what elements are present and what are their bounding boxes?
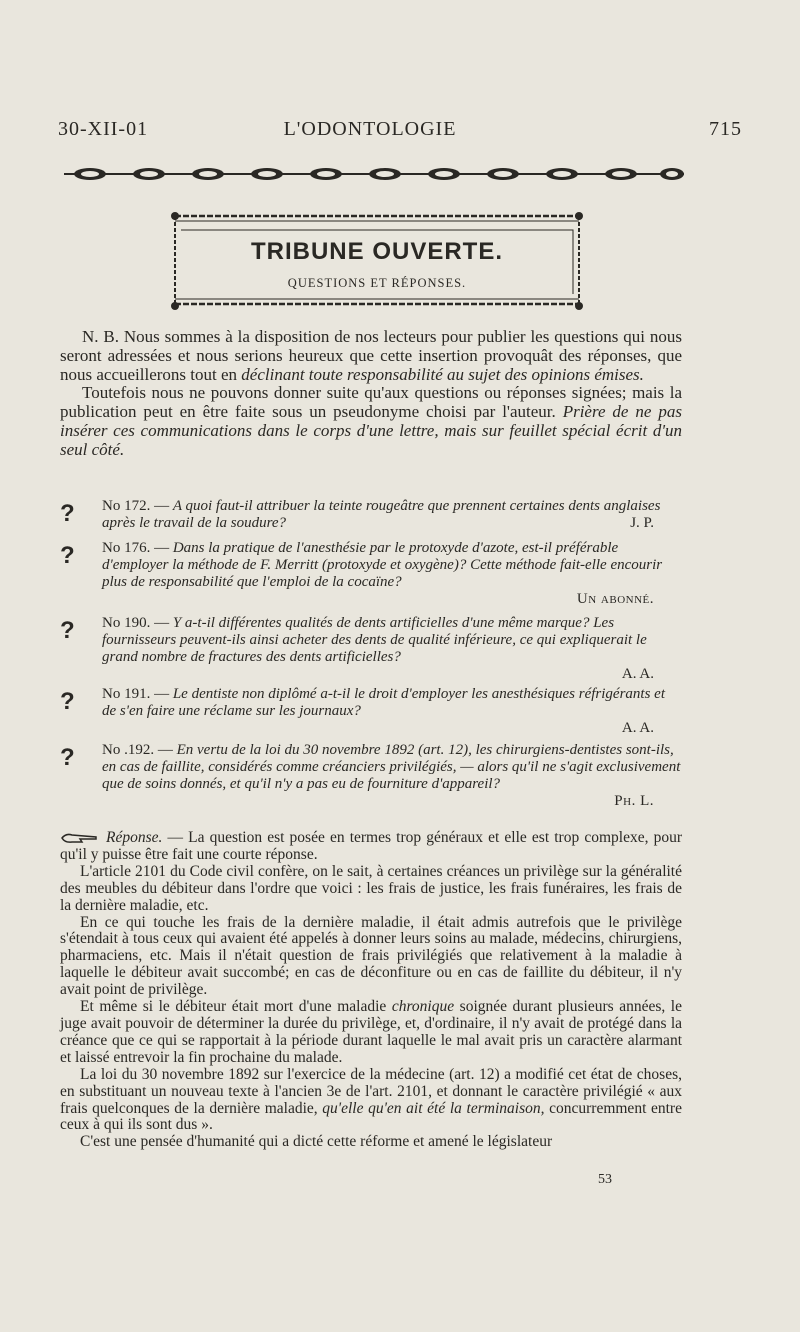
question-signature: Un abonné. [576, 591, 654, 607]
question-signature: J. P. [630, 515, 654, 531]
question-191: ? No 191. — Le dentiste non diplômé a-t-il le droit d'employer les anesthésiques réfrigérants et de s'en faire une réclame sur les journaux? A. A. [60, 686, 682, 737]
answer-paragraph-5: La loi du 30 novembre 1892 sur l'exercice de la médecine (art. 12) a modifié cet état de choses, en substituant un nouveau texte à l'ancien 3e de l'art. 2101, et donnant le caractère privilégié « aux frais quelconques de la dernière maladie, qu'elle qu'en ait été la terminaison, concurremment entre ceux à qui ils sont dus ». [60, 1065, 682, 1134]
ornament-rule [60, 163, 688, 185]
question-mark-icon: ? [60, 617, 75, 644]
signature-mark: 53 [598, 1172, 612, 1187]
section-heading-frame [171, 208, 583, 312]
question-mark-icon: ? [60, 744, 75, 771]
header-page-number: 715 [709, 118, 742, 140]
question-signature: A. A. [621, 720, 654, 736]
question-172: ? No 172. — A quoi faut-il attribuer la teinte rougeâtre que prennent certaines dents anglaises après le travail de la soudure? J. P. [60, 498, 682, 532]
question-mark-icon: ? [60, 542, 75, 569]
answer-paragraph-3: En ce qui touche les frais de la dernière maladie, il était admis autrefois que le privilège s'étendait à tous ceux qui avaient été appelés à donner leurs soins au malade, médecins, chirurgiens, pharmaciens, etc. Mais il n'était question de frais privilégiés que relativement à la maladie à laquelle le débiteur avait succombé; en cas de déconfiture ou en cas de faillite du débiteur, il n'y avait point de privilège. [60, 913, 682, 999]
answer-paragraph-6: C'est une pensée d'humanité qui a dicté cette réforme et amené le législateur [80, 1133, 553, 1151]
answer-paragraph-4: Et même si le débiteur était mort d'une maladie chronique soignée durant plusieurs années, le juge avait pouvoir de déterminer la durée du privilège, et, d'ordinaire, il n'y avait de protégé dans la créance que ce qui se rapportait à la période durant laquelle le mal avait pris un caractère alarmant et laissé entrevoir la fin prochaine du malade. [60, 998, 682, 1066]
question-signature: Ph. L. [614, 793, 654, 809]
section-subtitle: QUESTIONS ET RÉPONSES. [287, 276, 467, 290]
question-mark-icon: ? [60, 688, 75, 715]
intro-paragraph-2: Toutefois nous ne pouvons donner suite qu'aux questions ou réponses signées; mais la publication peut en être faite sous un pseudonyme choisi par l'auteur. Prière de ne pas insérer ces communications dans le corps d'une lettre, mais sur feuillet spécial écrit d'un seul côté. [60, 383, 682, 459]
question-192: ? No .192. — En vertu de la loi du 30 novembre 1892 (art. 12), les chirurgiens-dentistes sont-ils, en cas de faillite, considérés comme créanciers privilégiés, — alors qu'il ne s'agit exclusivement que de soins donnés, et qu'il n'y a pas eu de fourniture d'appareil? Ph. L. [60, 742, 681, 809]
answer-paragraph-1: Réponse. — La question est posée en termes trop généraux et elle est trop complexe, pour qu'il y puisse être fait une courte réponse. [60, 829, 682, 863]
intro-text [60, 328, 682, 460]
pointing-hand-icon [60, 831, 100, 845]
answer-text [60, 830, 682, 1151]
header-date: 30-XII-01 [58, 118, 149, 140]
answer-paragraph-2: L'article 2101 du Code civil confère, on le sait, à certaines créances un privilège sur la généralité des meubles du débiteur dans l'ordre que voici : les frais de justice, les frais funéraires, les frais de la dernière maladie, etc. [60, 862, 682, 914]
question-176: ? No 176. — Dans la pratique de l'anesthésie par le protoxyde d'azote, est-il préférable d'employer la méthode de F. Merritt (protoxyde et oxygène)? Cette méthode fait-elle encourir plus de responsabilité que l'emploi de la cocaïne? Un abonné. [60, 540, 682, 608]
question-190: ? No 190. — Y a-t-il différentes qualités de dents artificielles d'une même marque? Les fournisseurs peuvent-ils ainsi acheter des dents de qualité inférieure, ce qui expliquerait le grand nombre de fractures des dents artificielles? A. A. [60, 615, 682, 683]
question-signature: A. A. [621, 666, 654, 682]
header-journal-title: L'ODONTOLOGIE [283, 118, 457, 140]
intro-paragraph-1: N. B. Nous sommes à la disposition de nos lecteurs pour publier les questions qui nous seront adressées et nous serions heureux que cette insertion provoquât des réponses, que nous accueillerons tout en déclinant toute responsabilité au sujet des opinions émises. [60, 327, 682, 384]
question-mark-icon: ? [60, 500, 75, 527]
running-header [58, 118, 742, 148]
section-title: TRIBUNE OUVERTE. [250, 238, 503, 265]
